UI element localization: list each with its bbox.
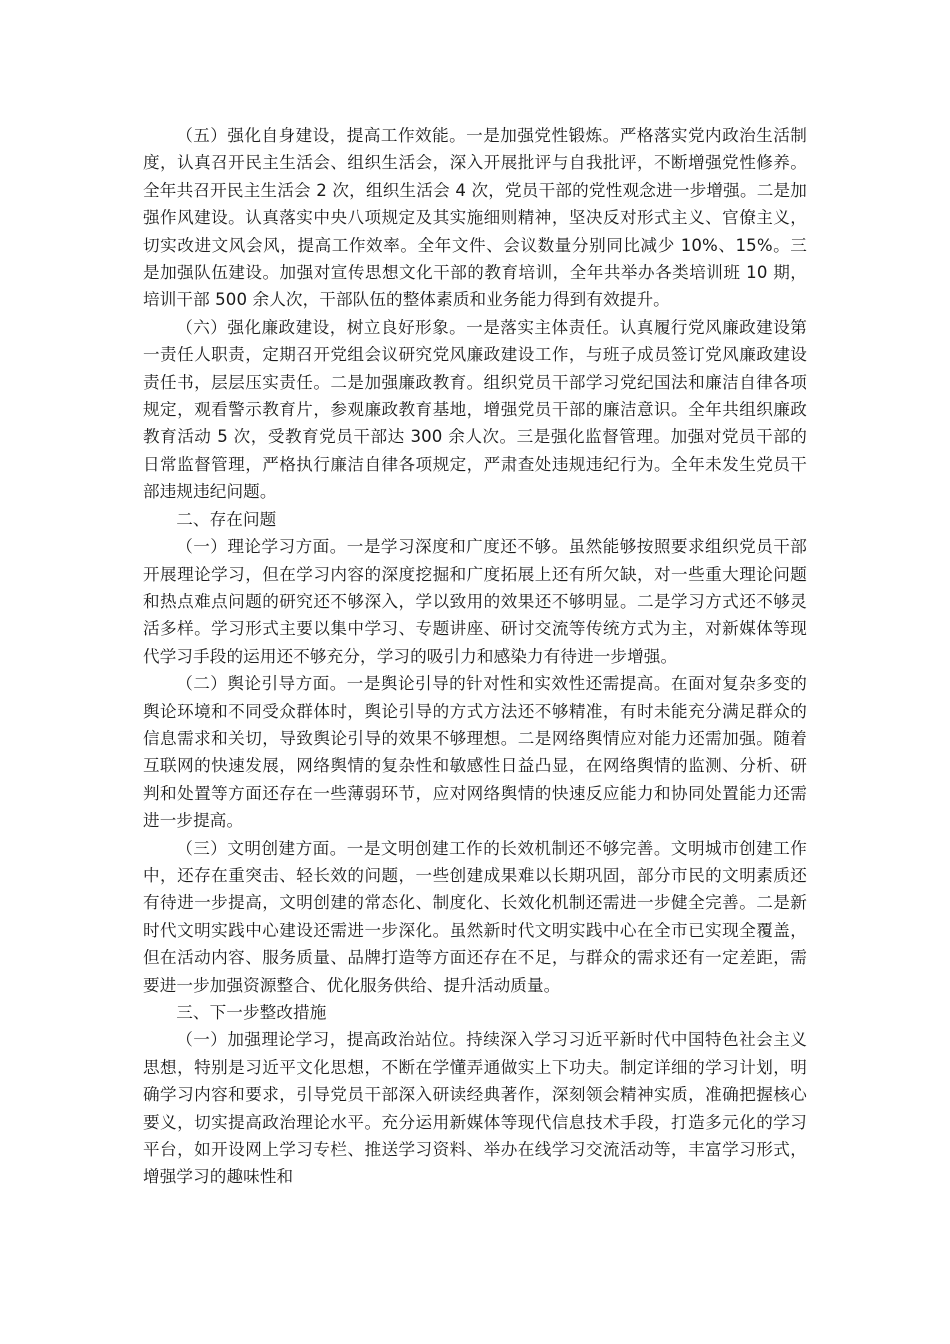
paragraph-theory-study: （一）理论学习方面。一是学习深度和广度还不够。虽然能够按照要求组织党员干部开展理论学习，但在学习内容的深度挖掘和广度拓展上还有所欠缺，对一些重大理论问题和热点难点问题的研究还不够深入，学以致用的效果还不够明显。二是学习方式还不够灵活多样。学习形式主要以集中学习、专题讲座、研讨交流等传统方式为主，对新媒体等现代学习手段的运用还不够充分，学习的吸引力和感染力有待进一步增强。	[143, 537, 807, 666]
section-heading-problems: 二、存在问题	[176, 509, 277, 529]
paragraph-public-opinion: （二）舆论引导方面。一是舆论引导的针对性和实效性还需提高。在面对复杂多变的舆论环境和不同受众群体时，舆论引导的方式方法还不够精准，有时未能充分满足群众的信息需求和关切，导致舆论引导的效果不够理想。二是网络舆情应对能力还需加强。随着互联网的快速发展，网络舆情的复杂性和敏感性日益凸显，在网络舆情的监测、分析、研判和处置等方面还存在一些薄弱环节，应对网络舆情的快速反应能力和协同处置能力还需进一步提高。	[143, 674, 807, 831]
paragraph-civilization-building: （三）文明创建方面。一是文明创建工作的长效机制还不够完善。文明城市创建工作中，还存在重突击、轻长效的问题，一些创建成果难以长期巩固，部分市民的文明素质还有待进一步提高，文明创建的常态化、制度化、长效化机制还需进一步健全完善。二是新时代文明实践中心建设还需进一步深化。虽然新时代文明实践中心在全市已实现全覆盖，但在活动内容、服务质量、品牌打造等方面还存在不足，与群众的需求还有一定差距，需要进一步加强资源整合、优化服务供给、提升活动质量。	[143, 838, 807, 995]
section-heading-rectification: 三、下一步整改措施	[176, 1003, 327, 1022]
document-body	[143, 122, 807, 1191]
paragraph-strengthen-theory: （一）加强理论学习，提高政治站位。持续深入学习习近平新时代中国特色社会主义思想，特别是习近平文化思想，不断在学懂弄通做实上下功夫。制定详细的学习计划，明确学习内容和要求，引导党员干部深入研读经典著作，深刻领会精神实质，准确把握核心要义，切实提高政治理论水平。充分运用新媒体等现代信息技术手段，打造多元化的学习平台，如开设网上学习专栏、推送学习资料、举办在线学习交流活动等，丰富学习形式，增强学习的趣味性和	[143, 1030, 807, 1187]
paragraph-integrity-building: （六）强化廉政建设，树立良好形象。一是落实主体责任。认真履行党风廉政建设第一责任人职责，定期召开党组会议研究党风廉政建设工作，与班子成员签订党风廉政建设责任书，层层压实责任。二是加强廉政教育。组织党员干部学习党纪国法和廉洁自律各项规定，观看警示教育片，参观廉政教育基地，增强党员干部的廉洁意识。全年共组织廉政教育活动 5 次，受教育党员干部达 300 余人次。三是强化监督管理。加强对党员干部的日常监督管理，严格执行廉洁自律各项规定，严肃查处违规违纪行为。全年未发生党员干部违规违纪问题。	[143, 317, 807, 502]
paragraph-self-building: （五）强化自身建设，提高工作效能。一是加强党性锻炼。严格落实党内政治生活制度，认真召开民主生活会、组织生活会，深入开展批评与自我批评，不断增强党性修养。全年共召开民主生活会 2 次，组织生活会 4 次，党员干部的党性观念进一步增强。二是加强作风建设。认真落实中央八项规定及其实施细则精神，坚决反对形式主义、官僚主义，切实改进文风会风，提高工作效率。全年文件、会议数量分别同比减少 10%、15%。三是加强队伍建设。加强对宣传思想文化干部的教育培训，全年共举办各类培训班 10 期，培训干部 500 余人次，干部队伍的整体素质和业务能力得到有效提升。	[143, 126, 807, 310]
